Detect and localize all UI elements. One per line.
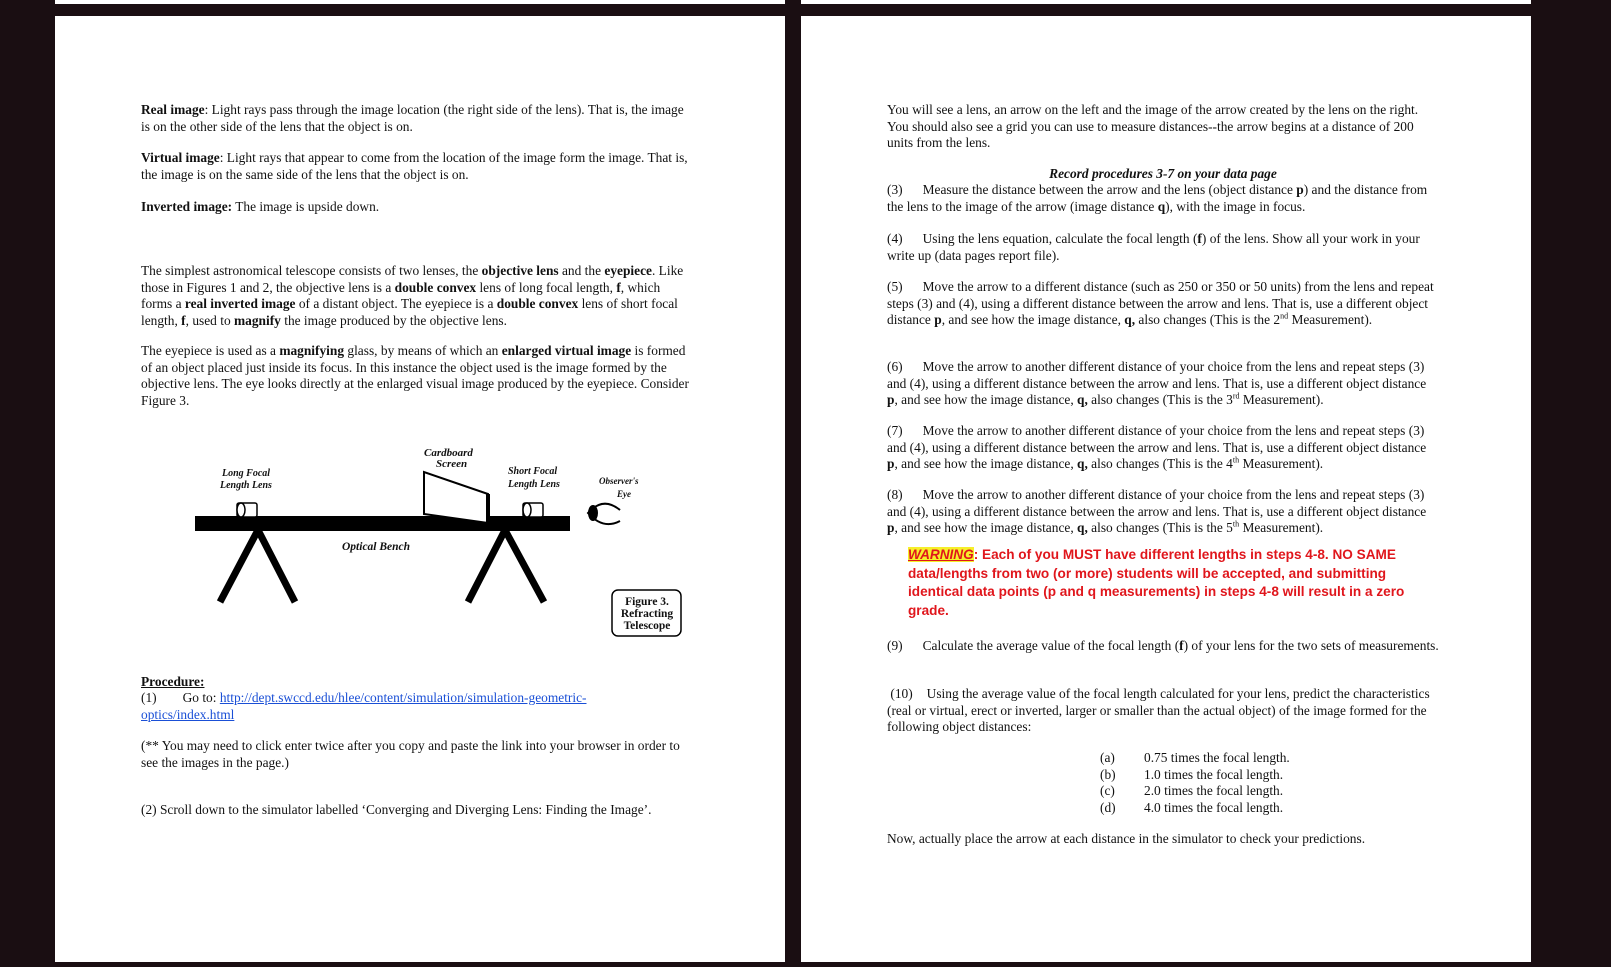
step-bold: q <box>1157 198 1166 214</box>
step-text: also changes (This is the 5 <box>1087 520 1233 535</box>
step-text: , and see how the image distance, <box>894 520 1078 535</box>
telescope-text: and the <box>558 263 605 278</box>
step-10 <box>887 686 1439 736</box>
object-distance-options <box>1100 750 1290 816</box>
telescope-bold: magnify <box>234 312 281 328</box>
step-text: Move the arrow to another different distance of your choice from the lens and repeat steps (3) and (4), using a different distance between the arrow and lens. That is, use a different object distance <box>887 359 1427 391</box>
step-1-number: (1) <box>141 690 157 705</box>
step-text: ) of your lens for the two sets of measurements. <box>1183 638 1439 653</box>
telescope-text: lens of long focal length, <box>476 279 617 295</box>
step-text: Measure the distance between the arrow and the lens (object distance <box>922 182 1297 197</box>
ordinal-suffix: rd <box>1232 391 1240 401</box>
option-a <box>1100 750 1290 767</box>
virtual-image-term: Virtual image <box>141 150 220 165</box>
option-text: 2.0 times the focal length. <box>1144 783 1284 798</box>
closing-instruction: Now, actually place the arrow at each distance in the simulator to check your predictions. <box>887 831 1366 846</box>
left-page-top-edge <box>55 0 785 4</box>
step-3 <box>887 182 1439 215</box>
right-page-top-edge <box>801 0 1531 4</box>
long-lens-label-1: Long Focal <box>222 468 271 479</box>
step-bold: p <box>1296 182 1304 197</box>
telescope-text: The simplest astronomical telescope consists of two lenses, the <box>141 263 482 278</box>
telescope-bold: f <box>181 312 186 328</box>
eyepiece-bold: magnifying <box>279 343 345 358</box>
right-page <box>801 16 1531 962</box>
step-2: (2) Scroll down to the simulator labelled ‘Converging and Diverging Lens: Finding the Image’. <box>141 802 652 817</box>
warning-text: : Each of you MUST have different lengths in steps 4-8. NO SAME data/lengths from two (or more) students will be accepted, and submitting identical data points (p and q measurements) in steps 4-8 will result in a zero grade. <box>908 547 1405 618</box>
step-text: , and see how the image distance, <box>941 312 1125 327</box>
step-text: Using the lens equation, calculate the focal length ( <box>922 231 1198 246</box>
ordinal-suffix: th <box>1232 519 1240 529</box>
step-bold: q, <box>1124 312 1136 327</box>
option-text: 1.0 times the focal length. <box>1144 766 1284 782</box>
telescope-bold: eyepiece <box>604 263 652 278</box>
short-lens-label-1: Short Focal <box>508 466 558 477</box>
step-text: also changes (This is the 2 <box>1135 312 1281 327</box>
option-label: (b) <box>1100 766 1116 782</box>
warning-notice <box>908 546 1408 620</box>
telescope-text: lens of short focal length, <box>141 296 678 328</box>
telescope-bold: double convex <box>394 279 477 295</box>
step-bold: p <box>887 456 895 471</box>
telescope-text: the image produced by the objective lens. <box>280 312 507 328</box>
step-text: Measurement). <box>1239 392 1324 407</box>
screen-label-1: Cardboard <box>424 447 473 459</box>
step-7 <box>887 423 1439 473</box>
eyepiece-bold: enlarged virtual image <box>501 343 632 358</box>
eyepiece-paragraph <box>141 343 693 409</box>
screen-label-2: Screen <box>436 458 468 470</box>
step-text: ) and the distance from the lens to the image of the arrow (image distance <box>887 182 1428 214</box>
step-number: (7) <box>887 423 903 438</box>
figure-caption-3: Telescope <box>623 620 671 632</box>
step-5 <box>887 279 1439 329</box>
eye-label-1: Observer's <box>599 476 639 486</box>
telescope-text: . Like those in Figures 1 and 2, the objective lens is a <box>141 263 684 295</box>
step-bold: q, <box>1077 456 1088 471</box>
step-text: Move the arrow to a different distance (such as 250 or 350 or 50 units) from the lens and repeat steps (3) and (4), using a different distance between the arrow and lens. That is, use a different object distance <box>887 279 1434 327</box>
short-focal-lens-icon <box>523 503 543 517</box>
eyepiece-text: is formed of an object placed just inside its focus. In this instance the object used is the image formed by the objective lens. The eye looks directly at the enlarged visual image produced by the eyepiece. Consider Figure 3. <box>141 343 689 408</box>
ordinal-suffix: th <box>1232 455 1240 465</box>
step-text: ) of the lens. Show all your work in your write up (data pages report file). <box>887 231 1420 263</box>
step-text: , and see how the image distance, <box>894 456 1078 471</box>
ordinal-suffix: nd <box>1280 311 1289 321</box>
step-number: (3) <box>887 182 903 197</box>
step-text: Calculate the average value of the focal length ( <box>922 638 1180 653</box>
step-number: (9) <box>887 638 903 653</box>
long-focal-lens-icon <box>237 503 257 517</box>
step-text: , and see how the image distance, <box>894 392 1078 407</box>
virtual-image-text: : Light rays that appear to come from the location of the image form the image. That is, the image is on the same side of the lens that the object is on. <box>141 150 688 182</box>
eyepiece-text: glass, by means of which an <box>344 343 502 358</box>
cardboard-screen-icon <box>424 472 488 523</box>
option-label: (c) <box>1100 783 1115 798</box>
warning-label: WARNING <box>908 547 974 562</box>
inverted-image-term: Inverted image: <box>141 199 233 214</box>
step-number: (10) <box>890 686 913 701</box>
eyepiece-text: The eyepiece is used as a <box>141 343 280 358</box>
intro-paragraph: You will see a lens, an arrow on the left and the image of the arrow created by the lens on the right. You should also see a grid you can use to measure distances--the arrow begins at a distance of 200 units from the lens. <box>887 102 1419 150</box>
step-text: also changes (This is the 3 <box>1087 392 1233 407</box>
option-d <box>1100 800 1290 817</box>
step-bold: f <box>1179 638 1184 653</box>
step-1 <box>141 690 641 723</box>
step-text: ), with the image in focus. <box>1165 198 1306 214</box>
step-number: (5) <box>887 279 903 294</box>
inverted-image-definition <box>141 199 379 216</box>
step-bold: q, <box>1077 520 1088 535</box>
simulation-link[interactable]: http://dept.swccd.edu/hlee/content/simulation/simulation-geometric-optics/index.html <box>141 690 587 722</box>
telescope-text: , used to <box>185 312 234 328</box>
step-1-text: Go to: <box>182 690 220 705</box>
eye-label-2: Eye <box>617 489 631 499</box>
step-6 <box>887 359 1439 409</box>
bench-label: Optical Bench <box>342 541 411 553</box>
step-bold: q, <box>1077 392 1088 407</box>
figure-caption-2: Refracting <box>620 608 674 620</box>
step-4 <box>887 231 1439 264</box>
step-number: (8) <box>887 487 903 502</box>
step-bold: p <box>887 392 895 407</box>
observer-eye-icon <box>588 504 620 524</box>
option-c <box>1100 783 1290 800</box>
step-number: (6) <box>887 359 903 374</box>
step-text: Measurement). <box>1239 456 1324 471</box>
option-label: (d) <box>1100 799 1116 815</box>
long-lens-label-2: Length Lens <box>220 480 272 491</box>
telescope-bold: f <box>616 279 621 295</box>
step-text: Using the average value of the focal length calculated for your lens, predict the characteristics (real or virtual, erect or inverted, larger or smaller than the actual object) of the image formed for the following object distances: <box>887 686 1430 734</box>
left-page <box>55 16 785 962</box>
record-heading: Record procedures 3-7 on your data page <box>1049 166 1277 181</box>
step-9 <box>887 638 1439 655</box>
real-image-text: : Light rays pass through the image location (the right side of the lens). That is, the image is on the other side of the lens that the object is on. <box>141 102 684 134</box>
step-bold: p <box>934 312 942 327</box>
option-text: 0.75 times the focal length. <box>1144 750 1290 765</box>
step-text: Move the arrow to another different distance of your choice from the lens and repeat steps (3) and (4), using a different distance between the arrow and lens. That is, use a different object distance <box>887 487 1427 519</box>
telescope-bold: objective lens <box>481 263 559 278</box>
telescope-bold: double convex <box>496 296 579 311</box>
real-image-term: Real image <box>141 102 205 117</box>
short-lens-label-2: Length Lens <box>508 479 560 490</box>
figure-3-refracting-telescope <box>55 426 785 666</box>
step-text: Measurement). <box>1239 520 1324 535</box>
figure-caption-1: Figure 3. <box>625 596 669 608</box>
virtual-image-definition <box>141 150 693 183</box>
procedure-heading: Procedure: <box>141 674 205 689</box>
real-image-definition <box>141 102 693 135</box>
telescope-paragraph <box>141 263 693 329</box>
step-bold: f <box>1197 231 1202 246</box>
step-text: Measurement). <box>1288 312 1373 327</box>
option-label: (a) <box>1100 750 1115 765</box>
browser-note: (** You may need to click enter twice after you copy and paste the link into your browser in order to see the images in the page.) <box>141 738 680 770</box>
step-text: Move the arrow to another different distance of your choice from the lens and repeat steps (3) and (4), using a different distance between the arrow and lens. That is, use a different object distance <box>887 423 1427 455</box>
option-b <box>1100 767 1290 784</box>
telescope-text: of a distant object. The eyepiece is a <box>295 296 497 311</box>
step-8 <box>887 487 1439 537</box>
inverted-image-text: The image is upside down. <box>232 199 380 214</box>
optical-bench <box>195 516 570 531</box>
telescope-bold: real inverted image <box>184 296 296 311</box>
step-text: also changes (This is the 4 <box>1087 456 1233 471</box>
option-text: 4.0 times the focal length. <box>1144 799 1284 815</box>
step-number: (4) <box>887 231 903 246</box>
step-bold: p <box>887 520 895 535</box>
telescope-text: , which forms a <box>141 279 661 311</box>
